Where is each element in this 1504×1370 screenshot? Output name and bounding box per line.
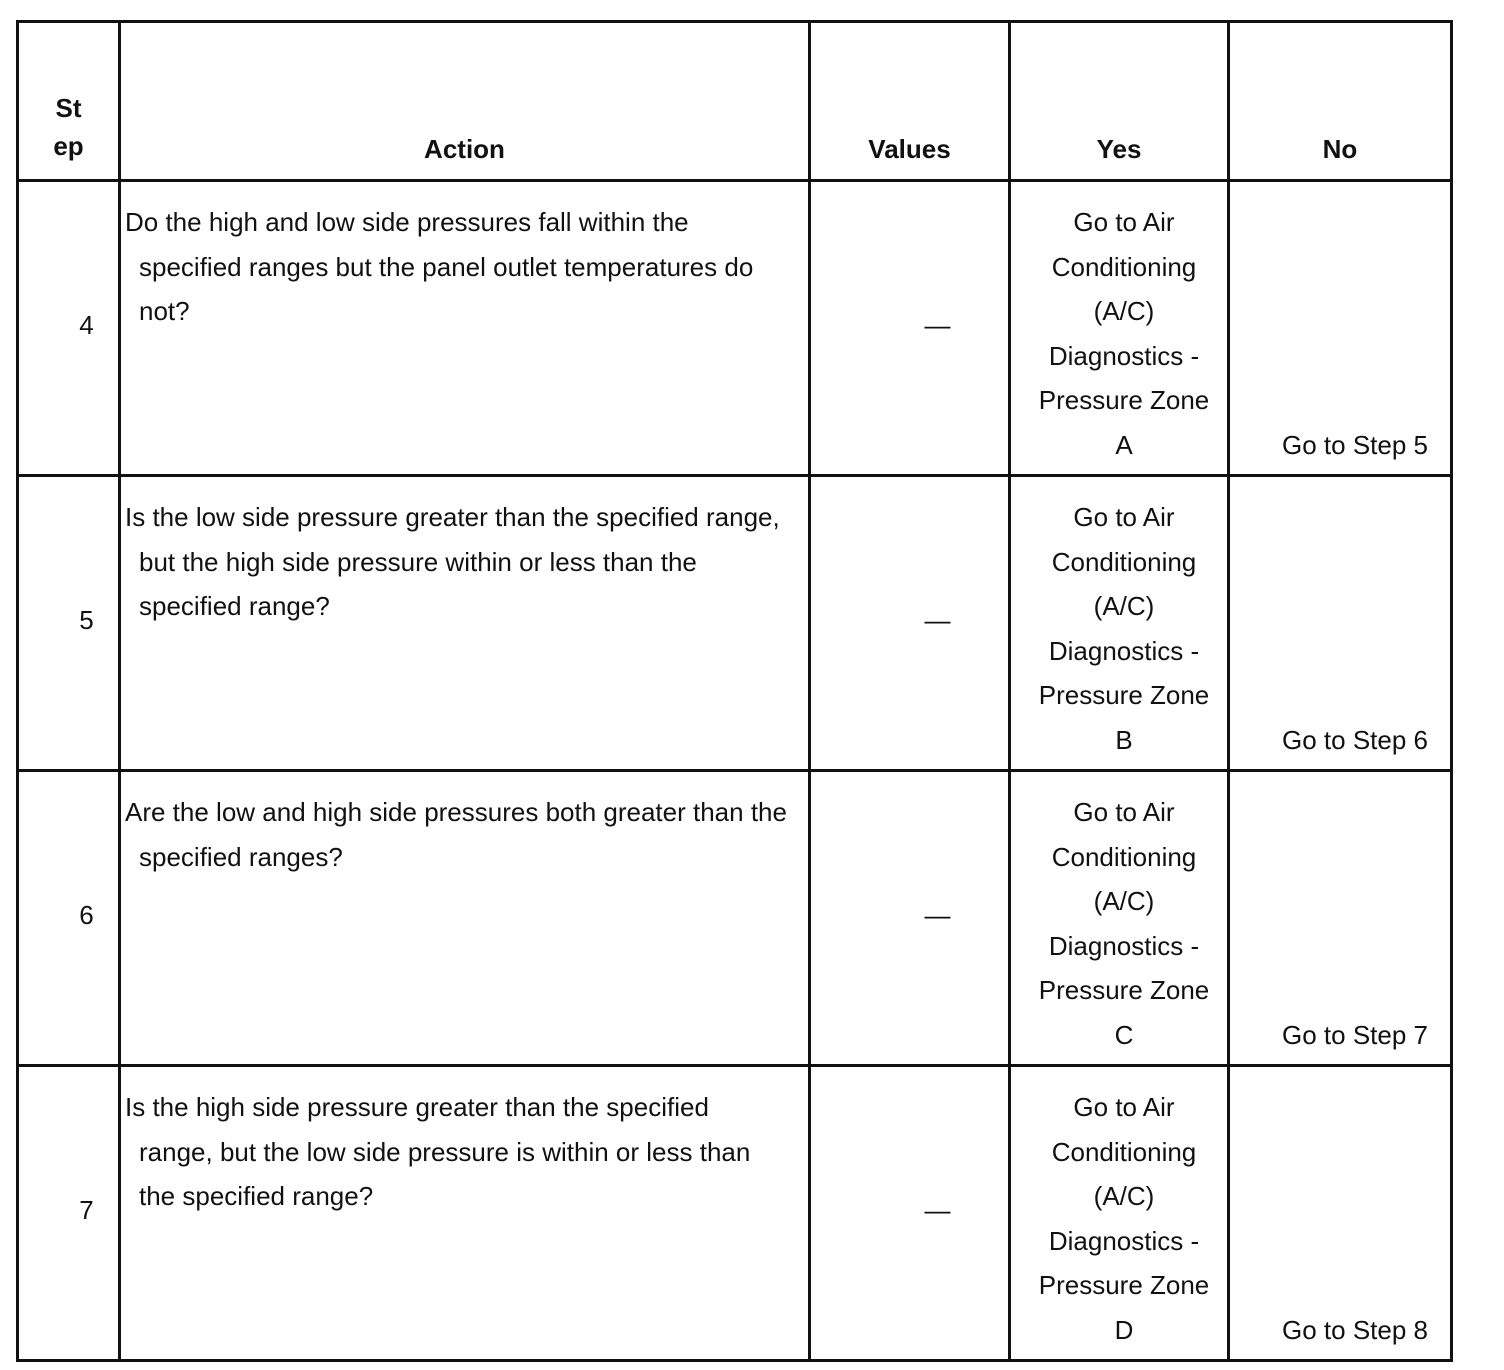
action-cell — [120, 181, 810, 476]
yes-text: Go to Air Conditioning (A/C) Diagnostics - Pressure Zone D — [1038, 1092, 1210, 1345]
values-cell — [810, 1066, 1010, 1361]
no-cell — [1229, 771, 1452, 1066]
yes-cell — [1010, 771, 1229, 1066]
table-row — [18, 771, 1452, 1066]
yes-text: Go to Air Conditioning (A/C) Diagnostics - Pressure Zone C — [1038, 797, 1210, 1050]
no-text: Go to Step 7 — [1282, 1020, 1428, 1050]
values-cell — [810, 771, 1010, 1066]
yes-cell — [1010, 181, 1229, 476]
action-cell — [120, 1066, 810, 1361]
header-no: No — [1229, 22, 1452, 181]
step-cell — [18, 1066, 120, 1361]
values-dash: — — [924, 310, 951, 340]
header-values: Values — [810, 22, 1010, 181]
table-row — [18, 1066, 1452, 1361]
values-dash: — — [924, 605, 951, 635]
action-text: Are the low and high side pressures both greater than the specified ranges? — [125, 797, 787, 872]
header-action: Action — [120, 22, 810, 181]
header-yes: Yes — [1010, 22, 1229, 181]
values-dash: — — [924, 1195, 951, 1225]
yes-cell — [1010, 476, 1229, 771]
no-cell — [1229, 1066, 1452, 1361]
no-text: Go to Step 8 — [1282, 1315, 1428, 1345]
no-cell — [1229, 476, 1452, 771]
action-text: Is the high side pressure greater than the specified range, but the low side pressure is within or less than the specified range? — [125, 1092, 751, 1211]
step-number: 5 — [79, 605, 94, 635]
header-step: Step — [18, 22, 120, 181]
action-cell — [120, 771, 810, 1066]
values-dash: — — [924, 900, 951, 930]
action-text: Do the high and low side pressures fall within the specified ranges but the panel outlet temperatures do not? — [125, 207, 754, 326]
step-number: 4 — [79, 310, 94, 340]
step-cell — [18, 476, 120, 771]
values-cell — [810, 181, 1010, 476]
table-row — [18, 181, 1452, 476]
diagnostic-table — [16, 20, 1453, 1362]
values-cell — [810, 476, 1010, 771]
step-cell — [18, 771, 120, 1066]
step-number: 7 — [79, 1195, 94, 1225]
yes-text: Go to Air Conditioning (A/C) Diagnostics - Pressure Zone B — [1038, 502, 1210, 755]
header-row — [18, 22, 1452, 181]
step-cell — [18, 181, 120, 476]
step-number: 6 — [79, 900, 94, 930]
action-text: Is the low side pressure greater than the specified range, but the high side pressure within or less than the specified range? — [125, 502, 780, 621]
no-text: Go to Step 5 — [1282, 430, 1428, 460]
table-row — [18, 476, 1452, 771]
no-text: Go to Step 6 — [1282, 725, 1428, 755]
action-cell — [120, 476, 810, 771]
no-cell — [1229, 181, 1452, 476]
yes-text: Go to Air Conditioning (A/C) Diagnostics - Pressure Zone A — [1038, 207, 1210, 460]
yes-cell — [1010, 1066, 1229, 1361]
